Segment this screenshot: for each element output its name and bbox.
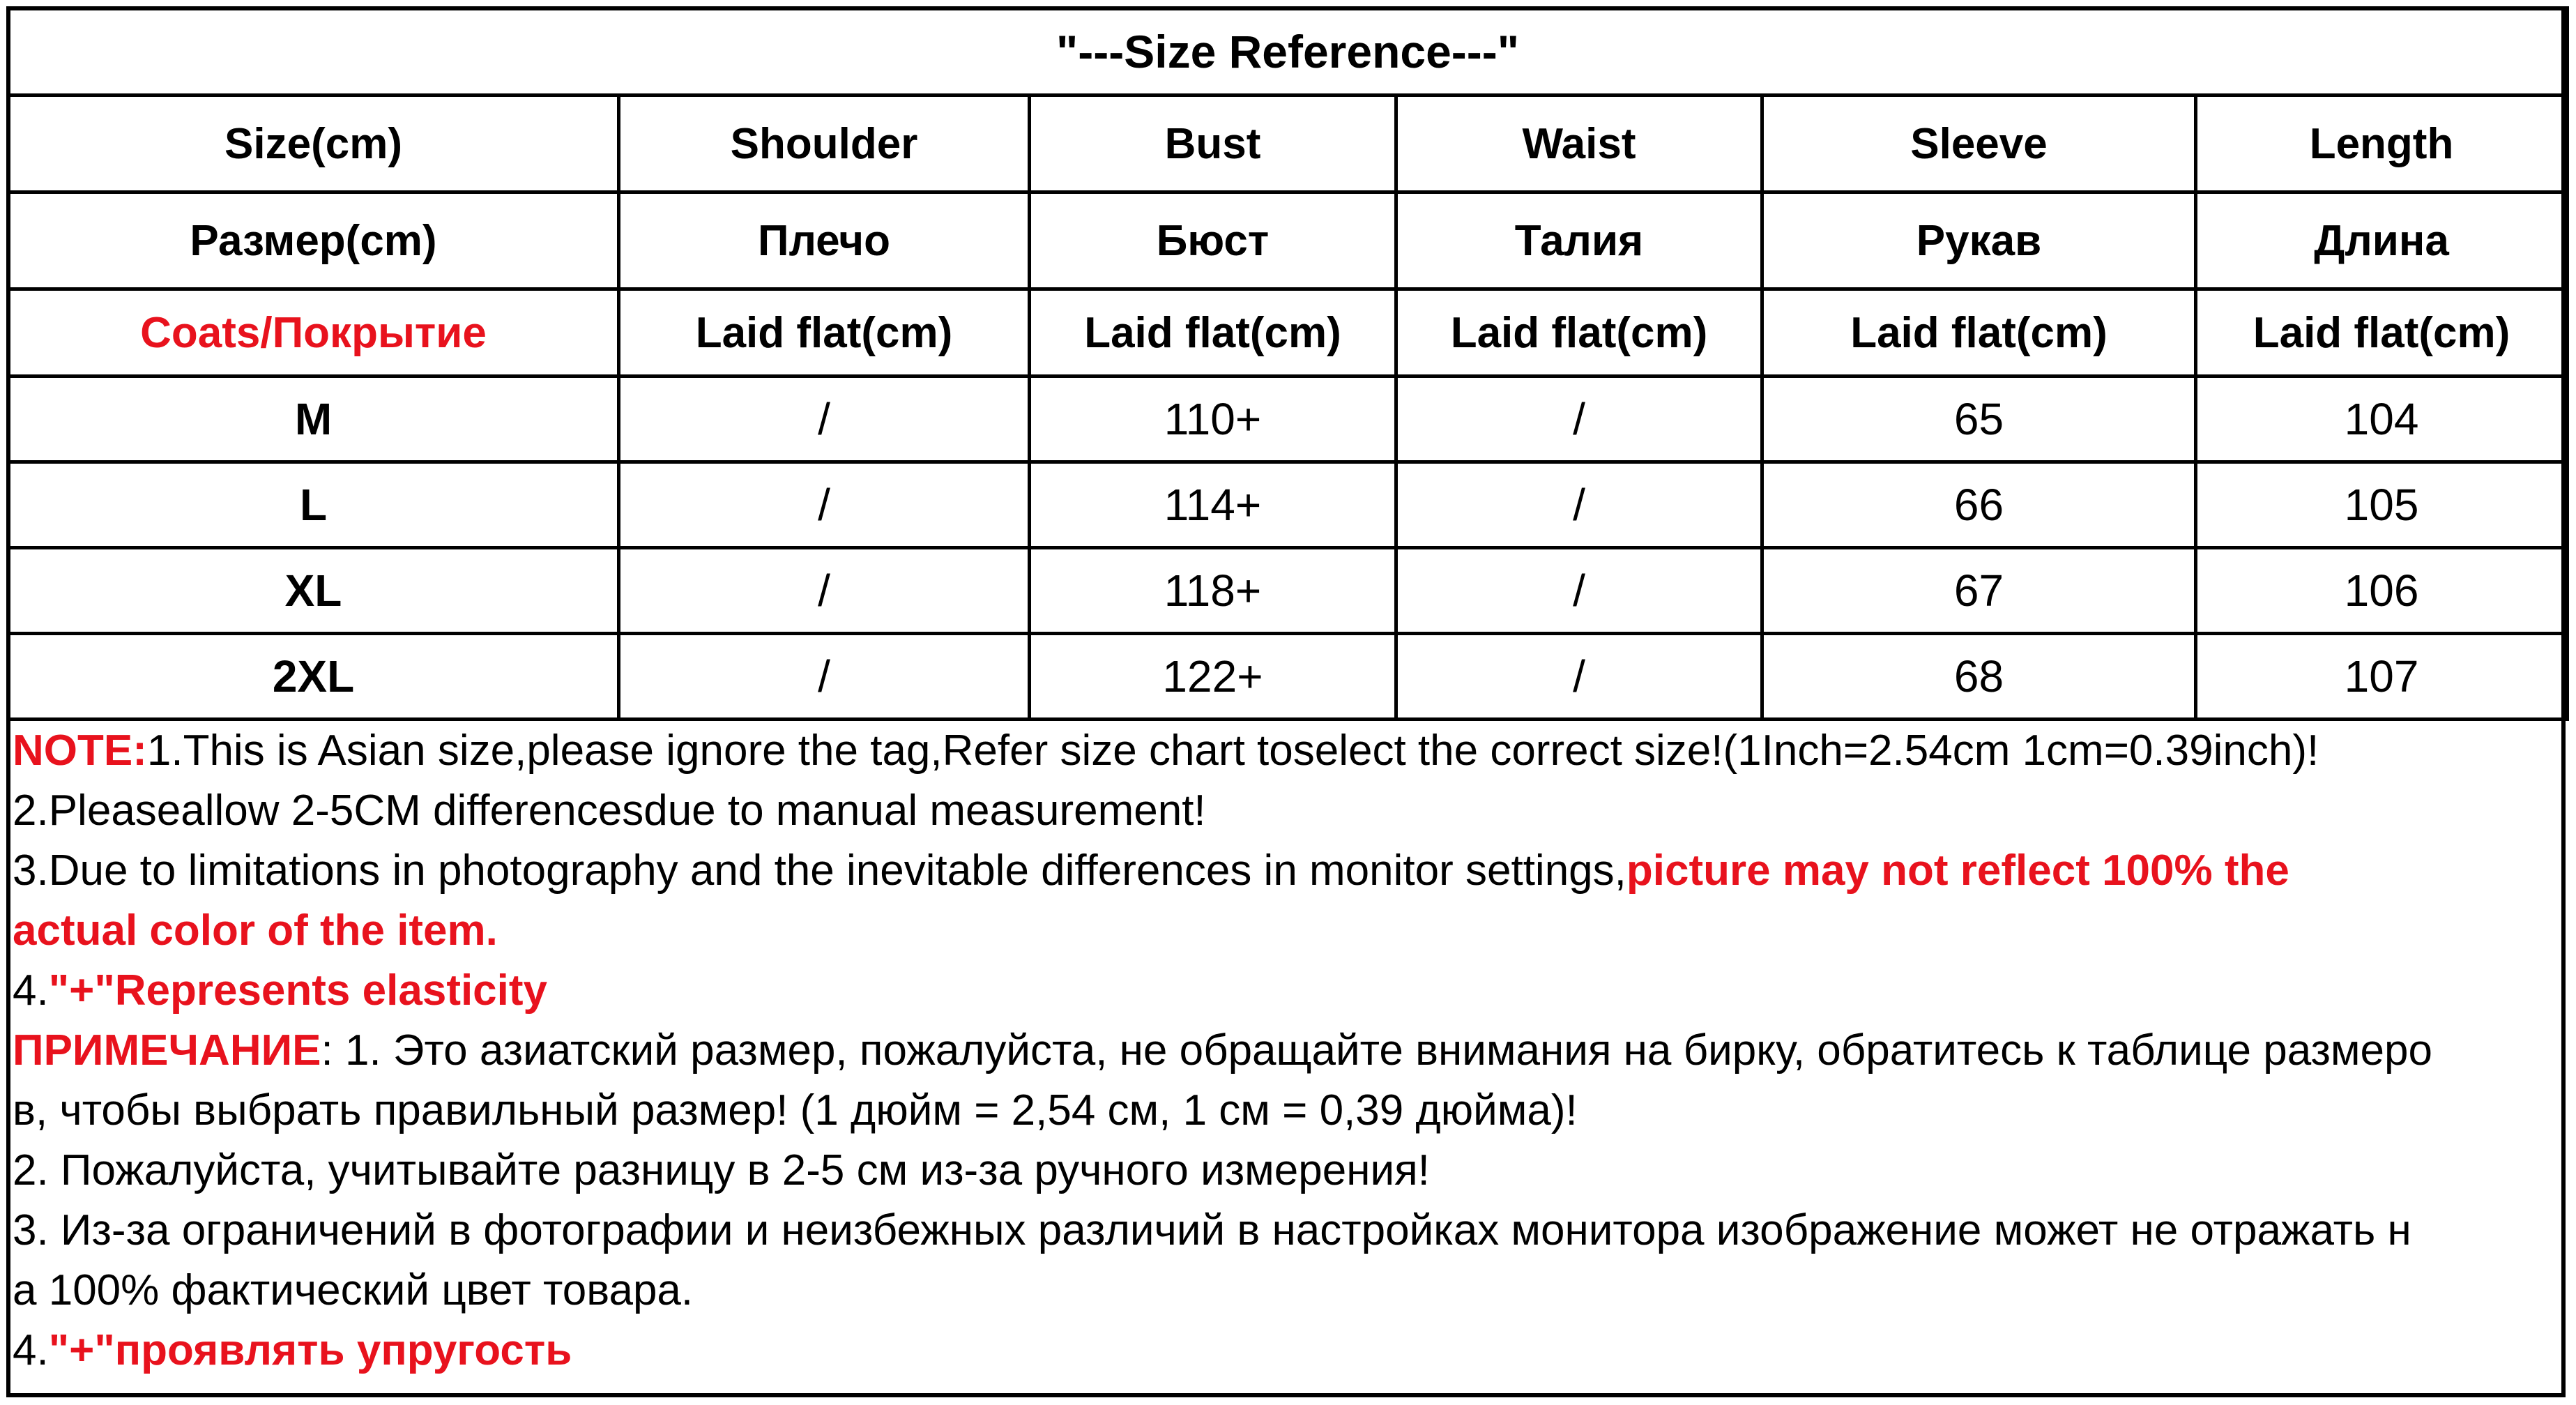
cell-length: 105	[2196, 462, 2568, 548]
cell-size: XL	[8, 548, 619, 634]
note-text: в, чтобы выбрать правильный размер! (1 дюйм = 2,54 см, 1 см = 0,39 дюйма)!	[13, 1086, 1578, 1134]
note-en-line-3	[13, 841, 2557, 901]
header-sleeve: Sleeve	[1762, 96, 2196, 192]
cell-shoulder: /	[619, 634, 1030, 720]
unit-waist: Laid flat(cm)	[1396, 289, 1762, 377]
cell-shoulder: /	[619, 548, 1030, 634]
table-row	[8, 462, 2568, 548]
cell-bust: 118+	[1030, 548, 1396, 634]
cell-bust: 110+	[1030, 377, 1396, 462]
table-row	[8, 548, 2568, 634]
note-text: а 100% фактический цвет товара.	[13, 1266, 694, 1314]
note-text: 1.This is Asian size,please ignore the tag,Refer size chart toselect the correct size!(1Inch=2.54cm 1cm=0.39inch)!	[146, 727, 2319, 775]
header-sleeve-ru: Рукав	[1762, 192, 2196, 289]
cell-sleeve: 67	[1762, 548, 2196, 634]
header-bust-ru: Бюст	[1030, 192, 1396, 289]
cell-shoulder: /	[619, 377, 1030, 462]
header-size-ru: Размер(cm)	[8, 192, 619, 289]
cell-size: M	[8, 377, 619, 462]
note-ru-line-1b	[13, 1081, 2557, 1141]
unit-shoulder: Laid flat(cm)	[619, 289, 1030, 377]
note-en-line-2	[13, 781, 2557, 841]
cell-waist: /	[1396, 548, 1762, 634]
note-en-line-4	[13, 961, 2557, 1021]
note-text: 4.	[13, 1326, 49, 1374]
category-label: Coats/Покрытие	[8, 289, 619, 377]
cell-waist: /	[1396, 634, 1762, 720]
note-text: : 1. Это азиатский размер, пожалуйста, не обращайте внимания на бирку, обратитесь к таблице размеро	[321, 1026, 2432, 1074]
header-row-english	[8, 96, 2568, 192]
cell-shoulder: /	[619, 462, 1030, 548]
note-highlight: "+"проявлять упругость	[48, 1326, 572, 1374]
table-row	[8, 377, 2568, 462]
note-text: 3. Из-за ограничений в фотографии и неизбежных различий в настройках монитора изображение может не отражать н	[13, 1206, 2411, 1254]
cell-sleeve: 66	[1762, 462, 2196, 548]
note-ru-line-2	[13, 1141, 2557, 1201]
note-text: 3.Due to limitations in photography and the inevitable differences in monitor settings,	[13, 846, 1626, 895]
cell-bust: 114+	[1030, 462, 1396, 548]
note-ru-line-3b	[13, 1261, 2557, 1321]
cell-bust: 122+	[1030, 634, 1396, 720]
cell-sleeve: 65	[1762, 377, 2196, 462]
cell-length: 104	[2196, 377, 2568, 462]
cell-length: 107	[2196, 634, 2568, 720]
unit-sleeve: Laid flat(cm)	[1762, 289, 2196, 377]
table-row	[8, 634, 2568, 720]
header-waist: Waist	[1396, 96, 1762, 192]
note-ru-line-3	[13, 1201, 2557, 1261]
header-waist-ru: Талия	[1396, 192, 1762, 289]
header-shoulder: Shoulder	[619, 96, 1030, 192]
header-shoulder-ru: Плечо	[619, 192, 1030, 289]
cell-size: 2XL	[8, 634, 619, 720]
cell-sleeve: 68	[1762, 634, 2196, 720]
unit-bust: Laid flat(cm)	[1030, 289, 1396, 377]
note-ru-line-4	[13, 1321, 2557, 1381]
note-en-line-3b	[13, 901, 2557, 961]
header-row-russian	[8, 192, 2568, 289]
note-ru-line-1	[13, 1021, 2557, 1081]
unit-length: Laid flat(cm)	[2196, 289, 2568, 377]
cell-waist: /	[1396, 377, 1762, 462]
title-row	[8, 8, 2568, 96]
note-highlight: actual color of the item.	[13, 906, 498, 955]
note-text: 2.Pleaseallow 2-5CM differencesdue to manual measurement!	[13, 787, 1206, 835]
note-highlight: picture may not reflect 100% the	[1626, 846, 2289, 895]
cell-size: L	[8, 462, 619, 548]
note-label: NOTE:	[13, 727, 147, 775]
unit-row	[8, 289, 2568, 377]
notes-section	[13, 721, 2557, 1381]
note-en-line-1	[13, 721, 2557, 781]
note-label-ru: ПРИМЕЧАНИЕ	[13, 1026, 321, 1074]
size-reference-table	[6, 6, 2569, 721]
table-title: "---Size Reference---"	[8, 8, 2568, 96]
cell-waist: /	[1396, 462, 1762, 548]
header-bust: Bust	[1030, 96, 1396, 192]
header-length-ru: Длина	[2196, 192, 2568, 289]
note-text: 4.	[13, 966, 49, 1015]
note-highlight: "+"Represents elasticity	[48, 966, 548, 1015]
header-length: Length	[2196, 96, 2568, 192]
cell-length: 106	[2196, 548, 2568, 634]
header-size: Size(cm)	[8, 96, 619, 192]
note-text: 2. Пожалуйста, учитывайте разницу в 2-5 см из-за ручного измерения!	[13, 1146, 1430, 1194]
